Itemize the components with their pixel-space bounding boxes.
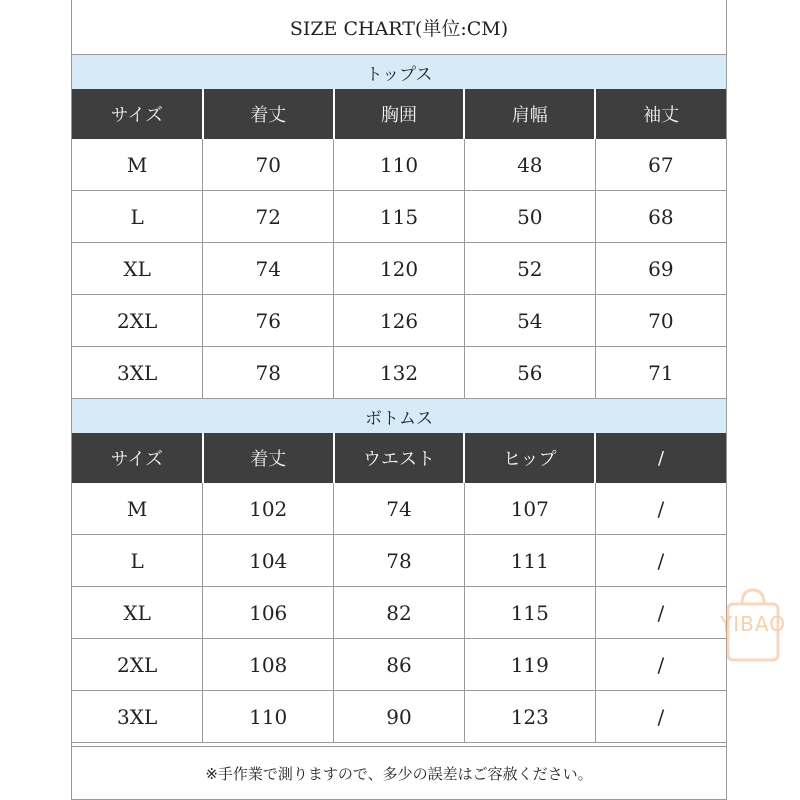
table-row bbox=[72, 243, 726, 295]
bottoms-header-cell: サイズ bbox=[72, 433, 203, 483]
table-cell: 78 bbox=[203, 347, 334, 399]
bottoms-table bbox=[72, 433, 726, 743]
table-cell: 2XL bbox=[72, 639, 203, 691]
table-cell: 119 bbox=[464, 639, 595, 691]
tops-header-cell: 着丈 bbox=[203, 89, 334, 139]
table-cell: 102 bbox=[203, 483, 334, 535]
table-cell: 71 bbox=[595, 347, 726, 399]
bottoms-header-cell: ヒップ bbox=[464, 433, 595, 483]
table-cell: 52 bbox=[464, 243, 595, 295]
table-cell: L bbox=[72, 191, 203, 243]
table-cell: 48 bbox=[464, 139, 595, 191]
table-cell: 120 bbox=[334, 243, 465, 295]
tops-header-cell: サイズ bbox=[72, 89, 203, 139]
table-cell: 3XL bbox=[72, 347, 203, 399]
table-cell: 126 bbox=[334, 295, 465, 347]
table-cell: 74 bbox=[203, 243, 334, 295]
table-row bbox=[72, 347, 726, 399]
bottoms-header-row bbox=[72, 433, 726, 483]
table-cell: XL bbox=[72, 243, 203, 295]
table-row bbox=[72, 295, 726, 347]
table-cell: 107 bbox=[464, 483, 595, 535]
watermark-text: YIBAO bbox=[720, 612, 786, 636]
table-cell: M bbox=[72, 483, 203, 535]
bottoms-header-cell: ウエスト bbox=[334, 433, 465, 483]
table-cell: 70 bbox=[595, 295, 726, 347]
table-row bbox=[72, 535, 726, 587]
tops-header-row bbox=[72, 89, 726, 139]
tops-table bbox=[72, 89, 726, 399]
table-cell: 54 bbox=[464, 295, 595, 347]
table-cell: 2XL bbox=[72, 295, 203, 347]
table-row bbox=[72, 483, 726, 535]
table-cell: 86 bbox=[334, 639, 465, 691]
tops-header-cell: 胸囲 bbox=[334, 89, 465, 139]
table-cell: 72 bbox=[203, 191, 334, 243]
table-row bbox=[72, 691, 726, 743]
table-cell: 69 bbox=[595, 243, 726, 295]
chart-title: SIZE CHART(単位:CM) bbox=[72, 0, 726, 55]
table-cell: 111 bbox=[464, 535, 595, 587]
table-cell: 106 bbox=[203, 587, 334, 639]
bottoms-header-cell: / bbox=[595, 433, 726, 483]
table-cell: 115 bbox=[464, 587, 595, 639]
table-cell: 90 bbox=[334, 691, 465, 743]
table-cell: 56 bbox=[464, 347, 595, 399]
table-cell: M bbox=[72, 139, 203, 191]
table-cell: 3XL bbox=[72, 691, 203, 743]
table-cell: / bbox=[595, 483, 726, 535]
table-cell: 110 bbox=[203, 691, 334, 743]
table-cell: 110 bbox=[334, 139, 465, 191]
table-cell: 70 bbox=[203, 139, 334, 191]
table-cell: 78 bbox=[334, 535, 465, 587]
table-cell: 68 bbox=[595, 191, 726, 243]
table-cell: 74 bbox=[334, 483, 465, 535]
table-cell: / bbox=[595, 587, 726, 639]
footer-note: ※手作業で測りますので、多少の誤差はご容赦ください。 bbox=[72, 746, 726, 799]
table-row bbox=[72, 139, 726, 191]
table-cell: 108 bbox=[203, 639, 334, 691]
table-cell: 115 bbox=[334, 191, 465, 243]
bottoms-section-title: ボトムス bbox=[72, 399, 726, 433]
table-row bbox=[72, 587, 726, 639]
table-cell: / bbox=[595, 691, 726, 743]
table-row bbox=[72, 639, 726, 691]
table-cell: XL bbox=[72, 587, 203, 639]
tops-header-cell: 袖丈 bbox=[595, 89, 726, 139]
bottoms-header-cell: 着丈 bbox=[203, 433, 334, 483]
watermark-logo bbox=[712, 584, 794, 666]
table-cell: / bbox=[595, 535, 726, 587]
table-row bbox=[72, 191, 726, 243]
table-cell: 132 bbox=[334, 347, 465, 399]
table-cell: 67 bbox=[595, 139, 726, 191]
tops-section-title: トップス bbox=[72, 55, 726, 89]
tops-header-cell: 肩幅 bbox=[464, 89, 595, 139]
table-cell: 123 bbox=[464, 691, 595, 743]
size-chart bbox=[71, 0, 727, 800]
table-cell: 76 bbox=[203, 295, 334, 347]
table-cell: / bbox=[595, 639, 726, 691]
table-cell: 82 bbox=[334, 587, 465, 639]
table-cell: L bbox=[72, 535, 203, 587]
table-cell: 50 bbox=[464, 191, 595, 243]
table-cell: 104 bbox=[203, 535, 334, 587]
